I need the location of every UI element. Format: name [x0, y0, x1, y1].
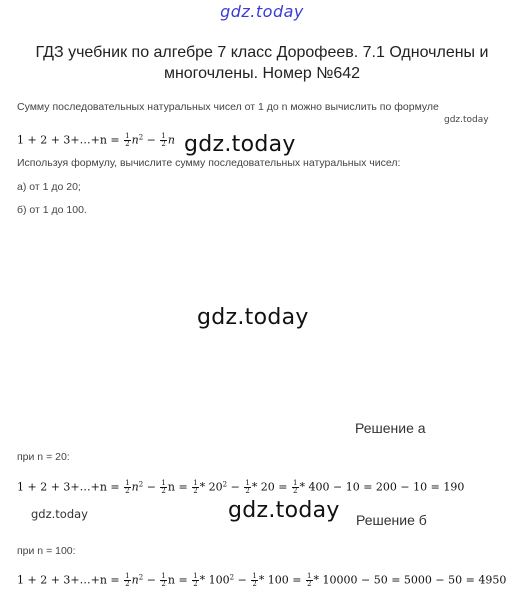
problem-item-a: а) от 1 до 20; — [17, 181, 81, 193]
solution-b-computation: 1 + 2 + 3+…+n = $\frac{1}{2}$ $n^2$ − $\frac{1}{2}$ n = $\frac{1}{2}$ * $100^2$ − $\frac{1}{2}$ * 100 = $\frac{1}{2}$ * 10000 − 50 = 5000 − 50 = 4950 — [17, 572, 507, 588]
problem-instruction: Используя формулу, вычислите сумму последовательных натуральных чисел: — [17, 157, 401, 169]
watermark-center: gdz.today — [197, 305, 309, 330]
solution-a-heading: Решение а — [355, 420, 426, 436]
watermark-inline-small: gdz.today — [444, 115, 489, 125]
problem-intro: Сумму последовательных натуральных чисел от 1 до n можно вычислить по формуле — [17, 101, 439, 113]
problem-item-b: б) от 1 до 100. — [17, 204, 87, 216]
watermark-logo-top: gdz.today — [220, 2, 304, 21]
solution-a-computation: 1 + 2 + 3+…+n = $\frac{1}{2}$ $n^2$ − $\frac{1}{2}$ n = $\frac{1}{2}$ * $20^2$ − $\frac{1}{2}$ * 20 = $\frac{1}{2}$ * 400 − 10 = 200 − 10 = 190 — [17, 479, 465, 495]
watermark-inline-big: gdz.today — [184, 132, 296, 157]
problem-formula: 1 + 2 + 3+…+n = $\frac{1}{2}$ $n^2$ − $\frac{1}{2}$ n — [17, 132, 175, 148]
watermark-lower-big: gdz.today — [228, 498, 340, 523]
solution-a-condition: при n = 20: — [17, 451, 70, 463]
watermark-lower-left: gdz.today — [31, 507, 88, 521]
solution-b-condition: при n = 100: — [17, 545, 76, 557]
solution-b-heading: Решение б — [356, 512, 427, 528]
page-title: ГДЗ учебник по алгебре 7 класс Дорофеев. 7.1 Одночлены и многочлены. Номер №642 — [35, 44, 489, 82]
